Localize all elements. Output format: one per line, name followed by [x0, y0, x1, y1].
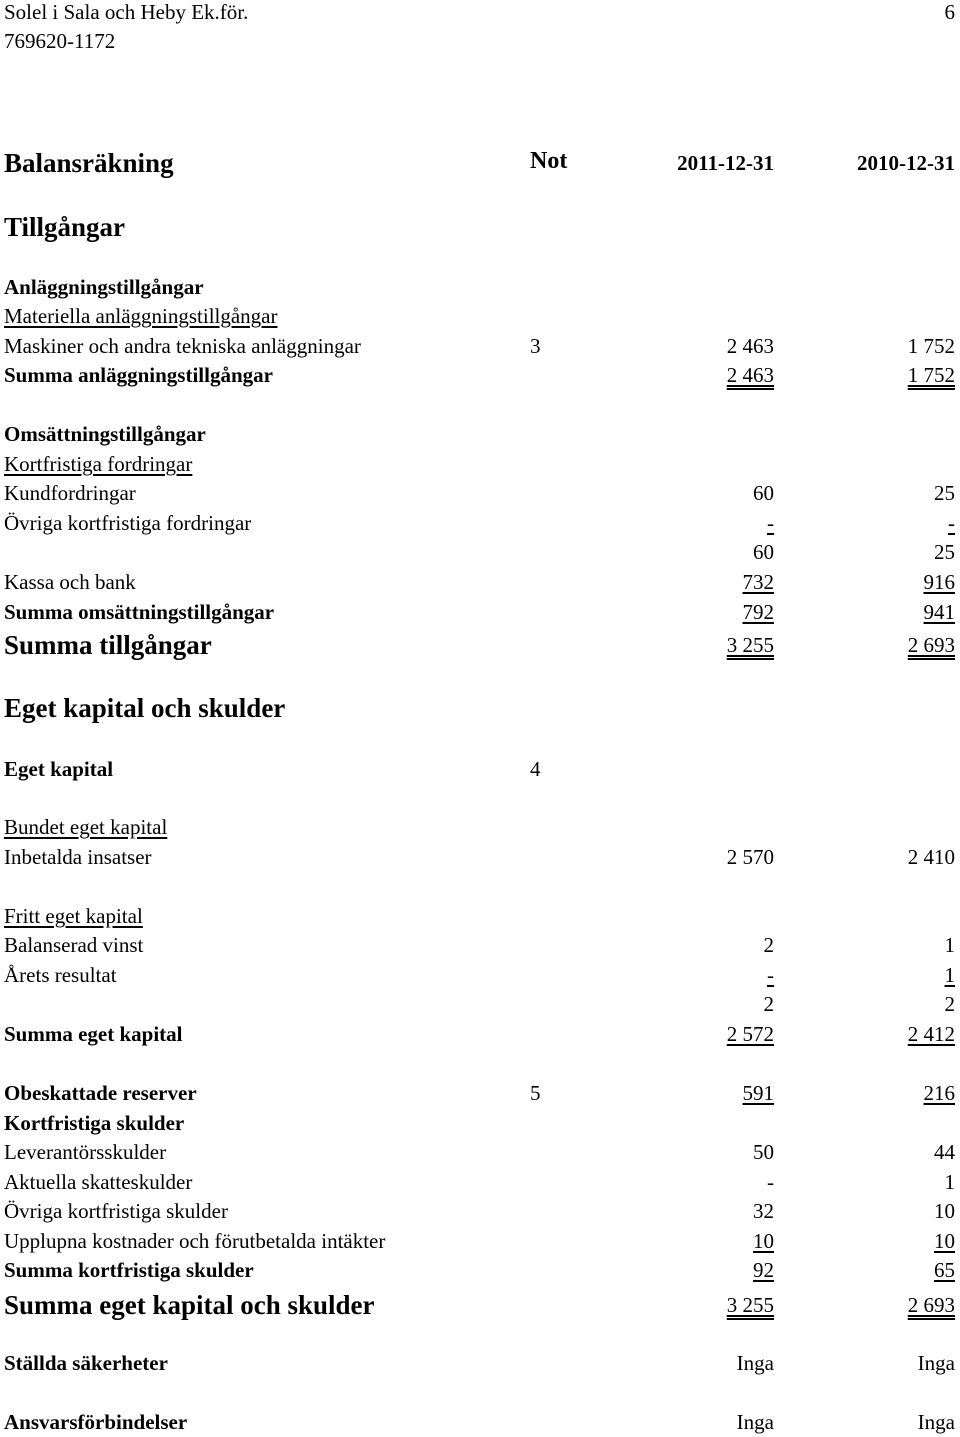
table-row — [0, 842, 960, 872]
row-label: Årets resultat — [4, 963, 117, 987]
row-label: Eget kapital och skulder — [4, 693, 286, 723]
table-row — [0, 478, 960, 508]
row-note: 4 — [530, 757, 541, 781]
row-note: 3 — [530, 334, 541, 358]
value-2010: 2 — [944, 992, 955, 1016]
table-row — [0, 1196, 960, 1226]
value-2010: Inga — [917, 1351, 955, 1375]
value-2011: 92 — [753, 1258, 774, 1282]
value-2011: 60 — [753, 540, 774, 564]
value-2010: - — [948, 511, 955, 535]
value-2010: 2 410 — [907, 845, 955, 869]
value-2011: 10 — [753, 1229, 774, 1253]
row-label: Summa anläggningstillgångar — [4, 363, 273, 387]
row-label: Kundfordringar — [4, 481, 136, 505]
table-row — [0, 301, 960, 331]
value-2010: Inga — [917, 1410, 955, 1434]
table-row — [0, 691, 960, 725]
table-row — [0, 508, 960, 538]
col-not-header: Not — [530, 148, 568, 174]
value-2010: 2 693 — [907, 633, 955, 657]
value-2011: 50 — [753, 1140, 774, 1164]
value-2010: 216 — [923, 1081, 955, 1105]
value-2010: 1 — [944, 1170, 955, 1194]
value-2010: 10 — [934, 1229, 955, 1253]
row-label: Bundet eget kapital — [4, 815, 168, 839]
value-2010: 1 — [944, 933, 955, 957]
table-row — [0, 628, 960, 662]
row-label: Summa tillgångar — [4, 630, 212, 660]
table-row — [0, 331, 960, 361]
col-2010-header: 2010-12-31 — [857, 151, 955, 175]
value-2010: 10 — [934, 1199, 955, 1223]
row-label: Summa kortfristiga skulder — [4, 1258, 254, 1282]
value-2011: 2 463 — [726, 334, 774, 358]
row-label: Ställda säkerheter — [4, 1351, 168, 1375]
row-label: Summa eget kapital — [4, 1022, 183, 1046]
value-2011: 2 570 — [726, 845, 774, 869]
table-row — [0, 537, 960, 567]
row-label: Balanserad vinst — [4, 933, 144, 957]
table-row — [0, 360, 960, 390]
value-2011: 2 — [763, 992, 774, 1016]
value-2010: 44 — [934, 1140, 955, 1164]
table-row — [0, 1078, 960, 1108]
table-row — [0, 1108, 960, 1138]
value-2010: 1 752 — [907, 363, 955, 387]
table-row — [0, 597, 960, 627]
value-2011: Inga — [736, 1410, 774, 1434]
table-row — [0, 1255, 960, 1285]
value-2010: 25 — [934, 540, 955, 564]
value-2011: 2 572 — [726, 1022, 774, 1046]
value-2010: 65 — [934, 1258, 955, 1282]
table-row — [0, 419, 960, 449]
table-row — [0, 989, 960, 1019]
row-label: Summa omsättningstillgångar — [4, 600, 275, 624]
table-row — [0, 754, 960, 784]
page-number: 6 — [944, 0, 955, 24]
value-2011: - — [767, 1170, 774, 1194]
value-2010: 25 — [934, 481, 955, 505]
row-label: Aktuella skatteskulder — [4, 1170, 193, 1194]
value-2011: 732 — [742, 570, 774, 594]
row-label: Inbetalda insatser — [4, 845, 152, 869]
org-number: 769620-1172 — [4, 29, 116, 53]
table-row — [0, 1288, 960, 1322]
row-label: Maskiner och andra tekniska anläggningar — [4, 334, 361, 358]
table-row — [0, 1348, 960, 1378]
value-2010: 2 412 — [907, 1022, 955, 1046]
value-2011: 60 — [753, 481, 774, 505]
table-row — [0, 567, 960, 597]
value-2011: 3 255 — [726, 1293, 774, 1317]
org-name: Solel i Sala och Heby Ek.för. — [4, 0, 249, 24]
table-row — [0, 930, 960, 960]
table-row — [0, 1019, 960, 1049]
value-2010: 1 752 — [907, 334, 955, 358]
row-label: Eget kapital — [4, 757, 114, 781]
table-row — [0, 1407, 960, 1437]
table-row — [0, 1137, 960, 1167]
value-2011: - — [767, 511, 774, 535]
balance-sheet-header — [0, 147, 960, 179]
table-row — [0, 449, 960, 479]
value-2011: 3 255 — [726, 633, 774, 657]
value-2010: 2 693 — [907, 1293, 955, 1317]
page-title: Balansräkning — [4, 148, 174, 178]
row-label: Anläggningstillgångar — [4, 275, 204, 299]
row-label: Summa eget kapital och skulder — [4, 1290, 375, 1320]
table-row — [0, 210, 960, 244]
table-row — [0, 272, 960, 302]
value-2011: 792 — [742, 600, 774, 624]
row-label: Tillgångar — [4, 212, 126, 242]
value-2011: 32 — [753, 1199, 774, 1223]
value-2011: 2 — [763, 933, 774, 957]
row-label: Kortfristiga fordringar — [4, 452, 193, 476]
row-label: Kortfristiga skulder — [4, 1111, 185, 1135]
value-2010: 1 — [944, 963, 955, 987]
table-row — [0, 1167, 960, 1197]
row-label: Leverantörsskulder — [4, 1140, 167, 1164]
row-label: Upplupna kostnader och förutbetalda intäkter — [4, 1229, 386, 1253]
value-2010: 941 — [923, 600, 955, 624]
row-label: Materiella anläggningstillgångar — [4, 304, 278, 328]
row-label: Kassa och bank — [4, 570, 136, 594]
table-row — [0, 1226, 960, 1256]
row-label: Omsättningstillgångar — [4, 422, 206, 446]
table-row — [0, 812, 960, 842]
value-2010: 916 — [923, 570, 955, 594]
table-row — [0, 901, 960, 931]
value-2011: 591 — [742, 1081, 774, 1105]
value-2011: - — [767, 963, 774, 987]
row-label: Övriga kortfristiga fordringar — [4, 511, 252, 535]
row-note: 5 — [530, 1081, 541, 1105]
row-label: Ansvarsförbindelser — [4, 1410, 188, 1434]
row-label: Obeskattade reserver — [4, 1081, 197, 1105]
row-label: Övriga kortfristiga skulder — [4, 1199, 228, 1223]
row-label: Fritt eget kapital — [4, 904, 143, 928]
value-2011: 2 463 — [726, 363, 774, 387]
col-2011-header: 2011-12-31 — [677, 151, 774, 175]
value-2011: Inga — [736, 1351, 774, 1375]
table-row — [0, 960, 960, 990]
